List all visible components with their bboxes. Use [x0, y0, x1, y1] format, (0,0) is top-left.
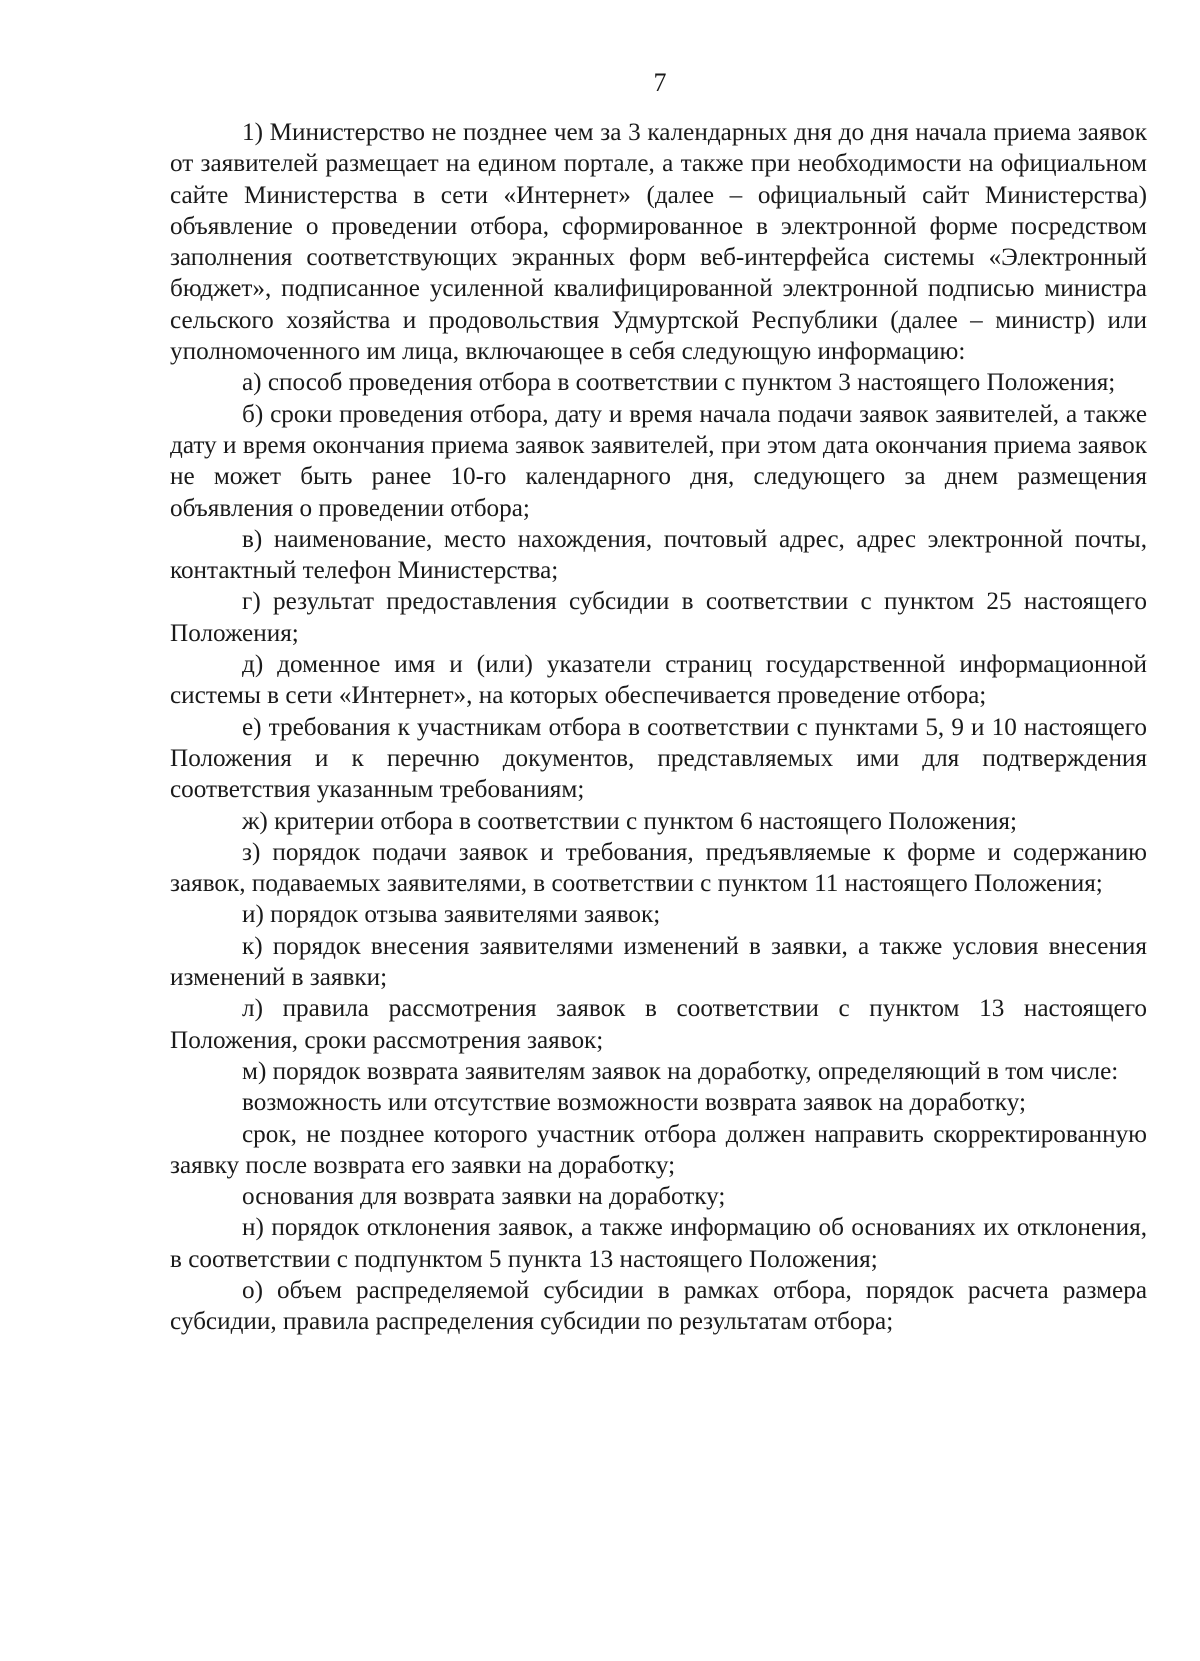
paragraph-item-m: м) порядок возврата заявителям заявок на доработку, определяющий в том числе: [242, 1057, 1119, 1085]
page-number: 7 [653, 68, 667, 97]
paragraph-item-zh: ж) критерии отбора в соответствии с пунктом 6 настоящего Положения; [242, 807, 1017, 835]
paragraph-item-a: а) способ проведения отбора в соответствии с пунктом 3 настоящего Положения; [242, 369, 1116, 397]
paragraph-item-o: о) объем распределяемой субсидии в рамках отбора, порядок расчета размера субсидии, правила распределения субсидии по результатам отбора; [170, 1276, 1147, 1336]
paragraph-item-d: д) доменное имя и (или) указатели страниц государственной информационной системы в сети «Интернет», на которых обеспечивается проведение отбора; [170, 651, 1147, 710]
paragraph-item-b: б) сроки проведения отбора, дату и время начала подачи заявок заявителей, а также дату и время окончания приема заявок заявителей, при этом дата окончания приема заявок не может быть ранее 10-го календарного дня, следующего за днем размещения объявления о проведении отбора; [170, 400, 1147, 522]
paragraph-subitem-grounds: основания для возврата заявки на доработку; [242, 1183, 726, 1211]
paragraph-item-i: и) порядок отзыва заявителями заявок; [242, 901, 661, 929]
paragraph-item-v: в) наименование, место нахождения, почтовый адрес, адрес электронной почты, контактный телефон Министерства; [170, 525, 1147, 585]
paragraph-item-n: н) порядок отклонения заявок, а также информацию об основаниях их отклонения, в соответствии с подпунктом 5 пункта 13 настоящего Положения; [170, 1214, 1147, 1273]
document-body [170, 117, 1147, 1338]
paragraph-item-g: г) результат предоставления субсидии в соответствии с пунктом 25 настоящего Положения; [170, 588, 1147, 647]
paragraph-item-l: л) правила рассмотрения заявок в соответствии с пунктом 13 настоящего Положения, сроки рассмотрения заявок; [170, 995, 1147, 1054]
paragraph-item-z: з) порядок подачи заявок и требования, предъявляемые к форме и содержанию заявок, подаваемых заявителями, в соответствии с пунктом 11 настоящего Положения; [170, 838, 1147, 898]
paragraph-item-e: е) требования к участникам отбора в соответствии с пунктами 5, 9 и 10 настоящего Положения и к перечню документов, представляемых ими для подтверждения соответствия указанным требованиям; [170, 713, 1147, 804]
paragraph-subitem-possibility: возможность или отсутствие возможности возврата заявок на доработку; [242, 1089, 1026, 1117]
paragraph-item-1: 1) Министерство не позднее чем за 3 календарных дня до дня начала приема заявок от заявителей размещает на едином портале, а также при необходимости на официальном сайте Министерства в сети «Интернет» (далее – официальный сайт Министерства) объявление о проведении отбора, сформированное в электронной форме посредством заполнения соответствующих экранных форм веб-интерфейса системы «Электронный бюджет», подписанное усиленной квалифицированной электронной подписью министра сельского хозяйства и продовольствия Удмуртской Республики (далее – министр) или уполномоченного им лица, включающее в себя следующую информацию: [170, 119, 1147, 366]
paragraph-item-k: к) порядок внесения заявителями изменений в заявки, а также условия внесения изменений в заявки; [170, 932, 1147, 992]
paragraph-subitem-deadline: срок, не позднее которого участник отбора должен направить скорректированную заявку после возврата его заявки на доработку; [170, 1120, 1147, 1179]
